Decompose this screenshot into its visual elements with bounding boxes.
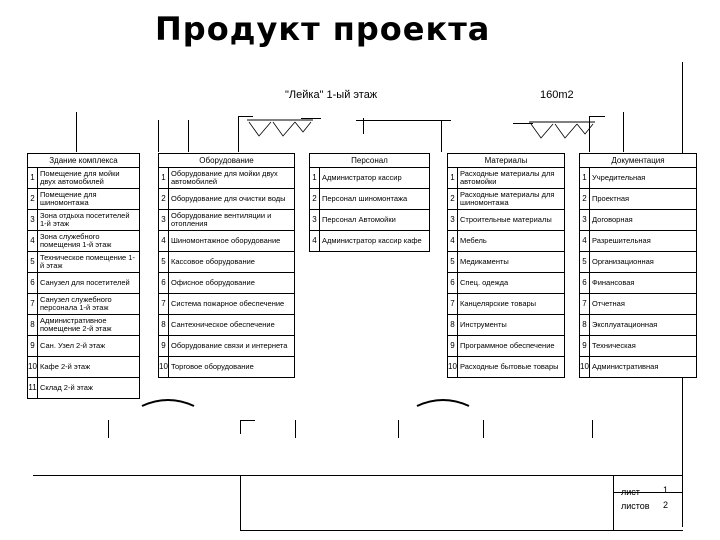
row-text: Администратор кассир кафе xyxy=(320,231,430,252)
table-row xyxy=(580,294,697,315)
row-number: 8 xyxy=(580,315,590,336)
row-number: 5 xyxy=(28,252,38,273)
row-number: 10 xyxy=(159,357,169,378)
row-text: Финансовая xyxy=(590,273,697,294)
table-row xyxy=(448,336,565,357)
wall-line xyxy=(589,116,605,117)
table-row xyxy=(28,315,140,336)
row-text: Канцелярские товары xyxy=(458,294,565,315)
table-header: Персонал xyxy=(310,154,430,168)
wall-line xyxy=(356,120,451,121)
row-number: 10 xyxy=(448,357,458,378)
row-text: Разрешительная xyxy=(590,231,697,252)
row-text: Административное помещение 2-й этаж xyxy=(38,315,140,336)
row-number: 5 xyxy=(159,252,169,273)
row-number: 3 xyxy=(580,210,590,231)
row-number: 3 xyxy=(310,210,320,231)
row-text: Оборудование связи и интернета xyxy=(169,336,295,357)
table-row xyxy=(159,336,295,357)
table-row xyxy=(580,189,697,210)
table-row xyxy=(448,357,565,378)
row-number: 6 xyxy=(580,273,590,294)
table-row xyxy=(159,273,295,294)
table-building xyxy=(27,153,140,399)
table-row xyxy=(310,231,430,252)
table-row xyxy=(580,357,697,378)
row-text: Договорная xyxy=(590,210,697,231)
row-number: 8 xyxy=(28,315,38,336)
wall-line xyxy=(240,420,255,421)
row-number: 7 xyxy=(28,294,38,315)
row-text: Оборудование для мойки двух автомобилей xyxy=(169,168,295,189)
row-text: Сан. Узел 2-й этаж xyxy=(38,336,140,357)
ceiling-lamp-icon xyxy=(527,120,597,144)
row-number: 5 xyxy=(580,252,590,273)
wall-line xyxy=(76,112,77,152)
row-number: 8 xyxy=(448,315,458,336)
row-text: Офисное оборудование xyxy=(169,273,295,294)
table-staff xyxy=(309,153,430,252)
row-text: Проектная xyxy=(590,189,697,210)
row-text: Расходные бытовые товары xyxy=(458,357,565,378)
row-text: Организационная xyxy=(590,252,697,273)
row-text: Административная xyxy=(590,357,697,378)
table-row xyxy=(28,189,140,210)
table-row xyxy=(28,231,140,252)
table-row xyxy=(310,168,430,189)
table-row xyxy=(580,273,697,294)
stamp-sheet-value: 1 xyxy=(663,485,669,495)
table-row xyxy=(28,357,140,378)
row-number: 9 xyxy=(28,336,38,357)
table-row xyxy=(159,168,295,189)
row-number: 2 xyxy=(28,189,38,210)
table-row xyxy=(28,378,140,399)
row-text: Зона отдыха посетителей 1-й этаж xyxy=(38,210,140,231)
row-number: 4 xyxy=(28,231,38,252)
plan-store-name: "Лейка" 1-ый этаж xyxy=(285,89,378,101)
stamp-inner-line xyxy=(613,475,614,530)
row-text: Мебель xyxy=(458,231,565,252)
wall-line xyxy=(295,420,296,438)
table-row xyxy=(28,168,140,189)
row-text: Программное обеспечение xyxy=(458,336,565,357)
row-number: 11 xyxy=(28,378,38,399)
row-text: Санузел для посетителей xyxy=(38,273,140,294)
row-number: 1 xyxy=(310,168,320,189)
row-number: 1 xyxy=(580,168,590,189)
table-row xyxy=(159,231,295,252)
wall-line xyxy=(483,420,484,438)
table-header: Здание комплекса xyxy=(28,154,140,168)
row-text: Помещение для шиномонтажа xyxy=(38,189,140,210)
table-row xyxy=(159,315,295,336)
slide-title: Продукт проекта xyxy=(155,10,491,48)
row-text: Помещение для мойки двух автомобилей xyxy=(38,168,140,189)
frame-bottom-line xyxy=(240,530,683,531)
stamp-sheet-label: лист xyxy=(621,487,640,497)
table-row xyxy=(580,168,697,189)
wall-line xyxy=(441,120,442,152)
row-number: 6 xyxy=(448,273,458,294)
row-number: 7 xyxy=(159,294,169,315)
wall-line xyxy=(188,120,189,152)
row-number: 4 xyxy=(448,231,458,252)
table-row xyxy=(580,210,697,231)
table-row xyxy=(448,210,565,231)
row-number: 9 xyxy=(448,336,458,357)
row-number: 7 xyxy=(448,294,458,315)
row-text: Строительные материалы xyxy=(458,210,565,231)
table-materials xyxy=(447,153,565,378)
wall-line xyxy=(108,420,109,438)
table-header: Оборудование xyxy=(159,154,295,168)
row-text: Инструменты xyxy=(458,315,565,336)
fixture-icon xyxy=(138,396,198,410)
fixture-icon xyxy=(413,396,473,410)
row-number: 10 xyxy=(580,357,590,378)
table-row xyxy=(580,315,697,336)
table-row xyxy=(310,189,430,210)
table-row xyxy=(448,231,565,252)
table-row xyxy=(448,252,565,273)
row-text: Оборудование вентиляции и отопления xyxy=(169,210,295,231)
plan-area: 160m2 xyxy=(540,89,574,101)
table-row xyxy=(159,357,295,378)
table-row xyxy=(159,252,295,273)
row-text: Санузел служебного персонала 1-й этаж xyxy=(38,294,140,315)
table-header: Документация xyxy=(580,154,697,168)
row-number: 6 xyxy=(28,273,38,294)
wall-line xyxy=(238,116,253,117)
row-number: 2 xyxy=(159,189,169,210)
wall-line xyxy=(158,120,159,152)
row-text: Расходные материалы для автомойки xyxy=(458,168,565,189)
row-text: Медикаменты xyxy=(458,252,565,273)
table-row xyxy=(580,252,697,273)
wall-line xyxy=(240,420,241,434)
frame-divider-line xyxy=(33,475,683,476)
row-number: 9 xyxy=(159,336,169,357)
row-number: 2 xyxy=(310,189,320,210)
row-text: Система пожарное обеспечение xyxy=(169,294,295,315)
row-text: Зона служебного помещения 1-й этаж xyxy=(38,231,140,252)
row-text: Персонал Автомойки xyxy=(320,210,430,231)
row-text: Техническое помещение 1-й этаж xyxy=(38,252,140,273)
stamp-left-line xyxy=(240,475,241,530)
wall-line xyxy=(238,116,239,152)
row-text: Спец. одежда xyxy=(458,273,565,294)
ceiling-lamp-icon xyxy=(245,118,315,142)
table-equipment xyxy=(158,153,295,378)
wall-line xyxy=(592,420,593,438)
table-row xyxy=(580,231,697,252)
wall-line xyxy=(623,112,624,152)
row-number: 3 xyxy=(448,210,458,231)
row-text: Расходные материалы для шиномонтажа xyxy=(458,189,565,210)
row-text: Торговое оборудование xyxy=(169,357,295,378)
row-number: 5 xyxy=(448,252,458,273)
row-number: 4 xyxy=(310,231,320,252)
table-documentation xyxy=(579,153,697,378)
table-header: Материалы xyxy=(448,154,565,168)
row-number: 3 xyxy=(159,210,169,231)
stamp-sheets-value: 2 xyxy=(663,500,669,510)
table-row xyxy=(159,210,295,231)
row-text: Кассовое оборудование xyxy=(169,252,295,273)
row-number: 7 xyxy=(580,294,590,315)
table-row xyxy=(28,336,140,357)
table-row xyxy=(159,189,295,210)
row-number: 2 xyxy=(448,189,458,210)
row-text: Персонал шиномонтажа xyxy=(320,189,430,210)
table-row xyxy=(580,336,697,357)
row-text: Кафе 2-й этаж xyxy=(38,357,140,378)
table-row xyxy=(310,210,430,231)
stamp-sheets-label: листов xyxy=(621,501,650,511)
row-text: Техническая xyxy=(590,336,697,357)
row-number: 1 xyxy=(28,168,38,189)
table-row xyxy=(28,273,140,294)
table-row xyxy=(159,294,295,315)
table-row xyxy=(448,168,565,189)
row-text: Учредительная xyxy=(590,168,697,189)
row-number: 3 xyxy=(28,210,38,231)
table-row xyxy=(448,294,565,315)
row-number: 2 xyxy=(580,189,590,210)
row-text: Эксплуатационная xyxy=(590,315,697,336)
table-row xyxy=(448,315,565,336)
row-number: 6 xyxy=(159,273,169,294)
table-row xyxy=(448,189,565,210)
table-row xyxy=(28,294,140,315)
row-number: 10 xyxy=(28,357,38,378)
row-number: 1 xyxy=(159,168,169,189)
table-row xyxy=(28,210,140,231)
row-number: 1 xyxy=(448,168,458,189)
row-text: Сантехническое обеспечение xyxy=(169,315,295,336)
row-text: Администратор кассир xyxy=(320,168,430,189)
table-row xyxy=(28,252,140,273)
row-number: 4 xyxy=(159,231,169,252)
wall-line xyxy=(398,420,399,438)
row-number: 4 xyxy=(580,231,590,252)
row-text: Шиномонтажное оборудование xyxy=(169,231,295,252)
row-text: Склад 2-й этаж xyxy=(38,378,140,399)
row-text: Отчетная xyxy=(590,294,697,315)
table-row xyxy=(448,273,565,294)
row-number: 9 xyxy=(580,336,590,357)
row-number: 8 xyxy=(159,315,169,336)
row-text: Оборудование для очистки воды xyxy=(169,189,295,210)
